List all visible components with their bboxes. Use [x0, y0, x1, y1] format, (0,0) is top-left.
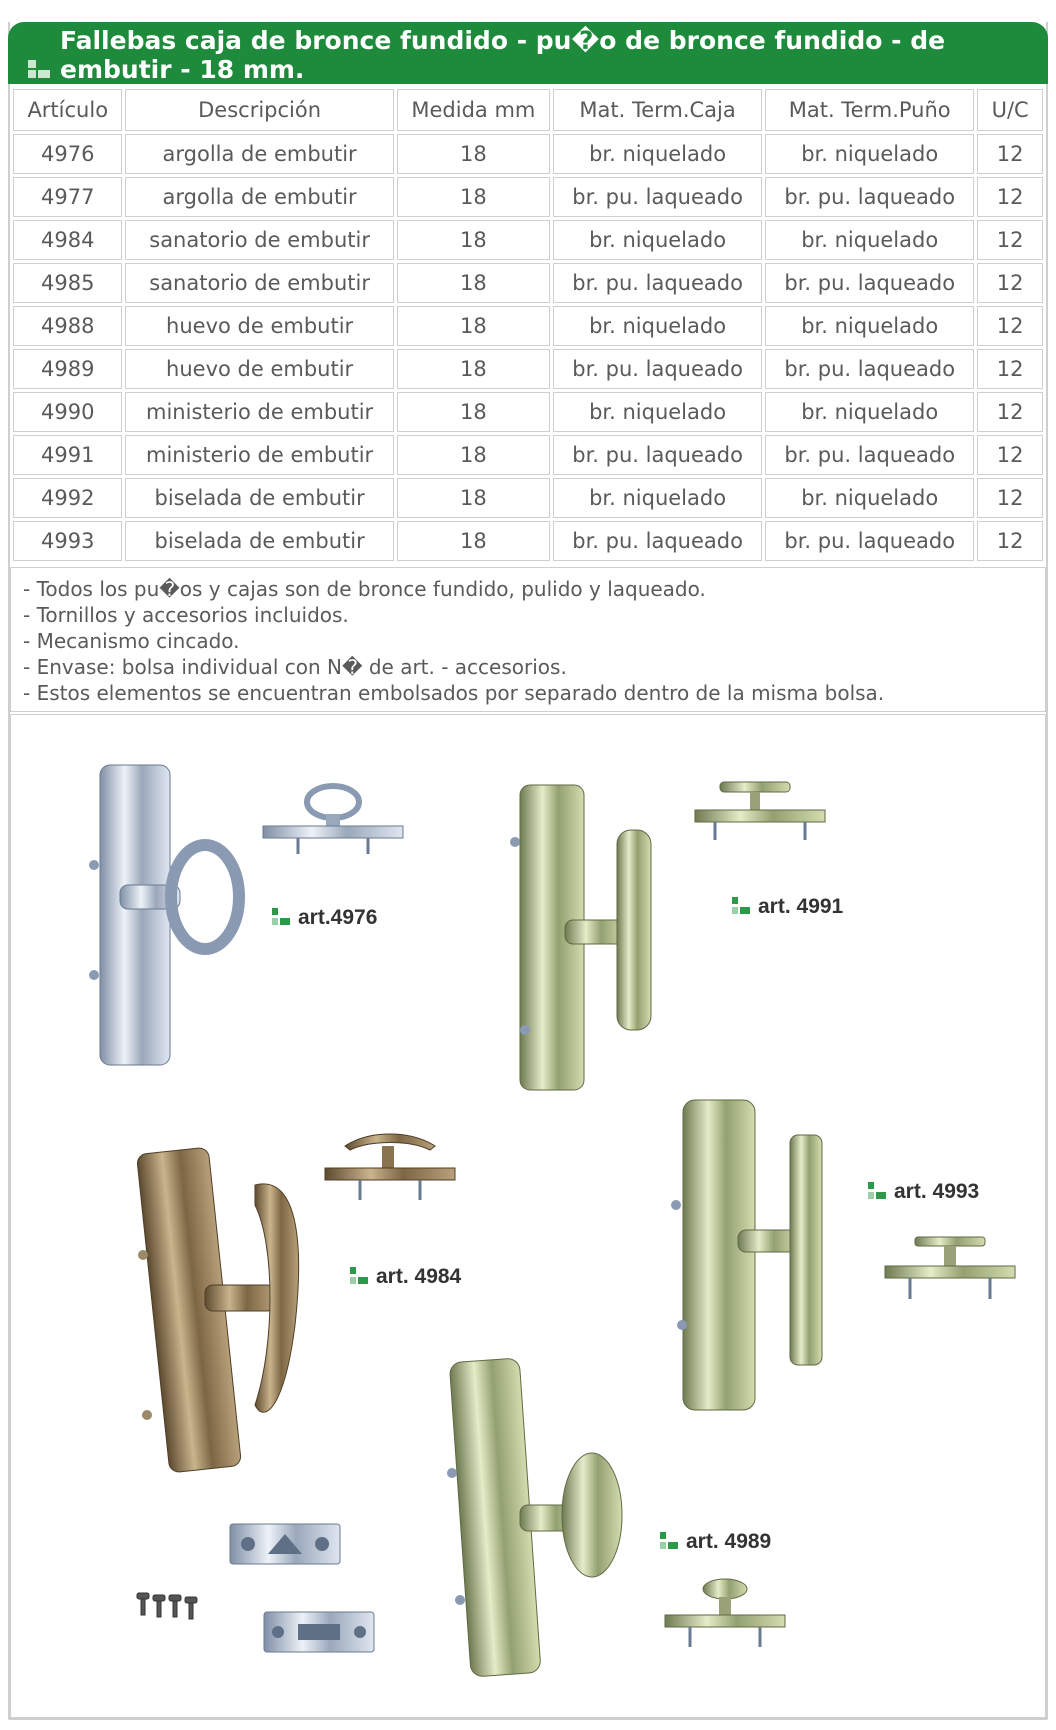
- bullet-squares-icon: [272, 908, 292, 926]
- note-line: - Estos elementos se encuentran embolsados por separado dentro de la misma bolsa.: [23, 681, 885, 705]
- cell-articulo: 4990: [13, 392, 122, 432]
- cell-mat-caja: br. niquelado: [553, 478, 762, 518]
- cell-mat-puno: br. pu. laqueado: [765, 349, 974, 389]
- cell-articulo: 4985: [13, 263, 122, 303]
- product-label-4993: art. 4993: [868, 1180, 979, 1204]
- cell-medida: 18: [397, 134, 550, 174]
- cell-descripcion: huevo de embutir: [125, 306, 393, 346]
- cell-descripcion: biselada de embutir: [125, 521, 393, 561]
- cell-descripcion: argolla de embutir: [125, 134, 393, 174]
- cell-medida: 18: [397, 306, 550, 346]
- latch-ring-chrome-side-image: [258, 780, 408, 860]
- col-header-descripcion: Descripción: [125, 89, 393, 131]
- col-header-mat-caja: Mat. Term.Caja: [553, 89, 762, 131]
- table-row: [13, 220, 1043, 260]
- cell-medida: 18: [397, 177, 550, 217]
- bullet-squares-icon: [660, 1532, 680, 1550]
- cell-uc: 12: [977, 435, 1043, 475]
- product-label-4984: art. 4984: [350, 1265, 461, 1289]
- bullet-squares-icon: [732, 897, 752, 915]
- latch-sanatorio-side-image: [320, 1130, 460, 1210]
- cell-mat-caja: br. niquelado: [553, 134, 762, 174]
- note-line: - Mecanismo cincado.: [23, 629, 240, 653]
- table-row: [13, 263, 1043, 303]
- col-header-uc: U/C: [977, 89, 1043, 131]
- strike-plate-image: [262, 1610, 377, 1655]
- cell-mat-caja: br. pu. laqueado: [553, 435, 762, 475]
- table-row: [13, 478, 1043, 518]
- cell-uc: 12: [977, 478, 1043, 518]
- cell-mat-caja: br. pu. laqueado: [553, 521, 762, 561]
- cell-medida: 18: [397, 392, 550, 432]
- cell-articulo: 4977: [13, 177, 122, 217]
- cell-mat-caja: br. pu. laqueado: [553, 263, 762, 303]
- table-row: [13, 435, 1043, 475]
- product-label-4976: art.4976: [272, 906, 377, 930]
- bullet-squares-icon: [350, 1267, 370, 1285]
- cell-articulo: 4989: [13, 349, 122, 389]
- product-label-4989: art. 4989: [660, 1530, 771, 1554]
- cell-descripcion: argolla de embutir: [125, 177, 393, 217]
- latch-biselada-side-image: [880, 1235, 1020, 1310]
- cell-uc: 12: [977, 134, 1043, 174]
- cell-mat-caja: br. pu. laqueado: [553, 349, 762, 389]
- latch-ministerio-image: [505, 780, 665, 1100]
- latch-ministerio-side-image: [690, 780, 830, 850]
- cell-mat-caja: br. niquelado: [553, 306, 762, 346]
- table-row: [13, 134, 1043, 174]
- latch-biselada-image: [668, 1095, 848, 1415]
- cell-descripcion: huevo de embutir: [125, 349, 393, 389]
- col-header-medida: Medida mm: [397, 89, 550, 131]
- cell-mat-caja: br. niquelado: [553, 220, 762, 260]
- page-title-bar: [8, 22, 1048, 84]
- strike-plate-image: [228, 1522, 343, 1567]
- latch-huevo-image: [440, 1355, 640, 1685]
- table-row: [13, 392, 1043, 432]
- cell-medida: 18: [397, 263, 550, 303]
- table-row: [13, 521, 1043, 561]
- cell-articulo: 4992: [13, 478, 122, 518]
- notes-box: [10, 567, 1046, 712]
- table-header-row: [13, 89, 1043, 131]
- cell-mat-puno: br. niquelado: [765, 134, 974, 174]
- cell-uc: 12: [977, 392, 1043, 432]
- col-header-articulo: Artículo: [13, 89, 122, 131]
- table-row: [13, 177, 1043, 217]
- note-line: - Tornillos y accesorios incluidos.: [23, 603, 349, 627]
- latch-ring-chrome-image: [80, 765, 250, 1085]
- cell-uc: 12: [977, 220, 1043, 260]
- cell-articulo: 4988: [13, 306, 122, 346]
- latch-huevo-side-image: [660, 1575, 790, 1655]
- cell-mat-puno: br. niquelado: [765, 478, 974, 518]
- cell-uc: 12: [977, 177, 1043, 217]
- cell-articulo: 4976: [13, 134, 122, 174]
- col-header-mat-puno: Mat. Term.Puño: [765, 89, 974, 131]
- cell-medida: 18: [397, 521, 550, 561]
- cell-mat-caja: br. pu. laqueado: [553, 177, 762, 217]
- bullet-squares-icon: [28, 60, 50, 78]
- cell-uc: 12: [977, 349, 1043, 389]
- cell-uc: 12: [977, 263, 1043, 303]
- cell-mat-puno: br. niquelado: [765, 306, 974, 346]
- product-label-4991: art. 4991: [732, 895, 843, 919]
- table-row: [13, 349, 1043, 389]
- cell-uc: 12: [977, 521, 1043, 561]
- cell-medida: 18: [397, 220, 550, 260]
- cell-descripcion: biselada de embutir: [125, 478, 393, 518]
- cell-articulo: 4984: [13, 220, 122, 260]
- cell-medida: 18: [397, 435, 550, 475]
- cell-articulo: 4991: [13, 435, 122, 475]
- cell-mat-puno: br. pu. laqueado: [765, 177, 974, 217]
- cell-mat-puno: br. niquelado: [765, 392, 974, 432]
- bullet-squares-icon: [868, 1182, 888, 1200]
- screws-image: [135, 1590, 205, 1626]
- cell-mat-puno: br. pu. laqueado: [765, 263, 974, 303]
- cell-descripcion: sanatorio de embutir: [125, 263, 393, 303]
- page-title: Fallebas caja de bronce fundido - pu�o de bronce fundido - de embutir - 18 mm.: [60, 26, 946, 84]
- cell-descripcion: ministerio de embutir: [125, 392, 393, 432]
- cell-mat-puno: br. pu. laqueado: [765, 521, 974, 561]
- note-line: - Envase: bolsa individual con N� de art. - accesorios.: [23, 655, 567, 679]
- latch-sanatorio-image: [135, 1145, 335, 1475]
- cell-uc: 12: [977, 306, 1043, 346]
- cell-articulo: 4993: [13, 521, 122, 561]
- cell-mat-caja: br. niquelado: [553, 392, 762, 432]
- cell-medida: 18: [397, 349, 550, 389]
- cell-mat-puno: br. niquelado: [765, 220, 974, 260]
- cell-descripcion: sanatorio de embutir: [125, 220, 393, 260]
- cell-descripcion: ministerio de embutir: [125, 435, 393, 475]
- note-line: - Todos los pu�os y cajas son de bronce fundido, pulido y laqueado.: [23, 577, 706, 601]
- table-row: [13, 306, 1043, 346]
- product-table: [10, 86, 1046, 564]
- cell-medida: 18: [397, 478, 550, 518]
- cell-mat-puno: br. pu. laqueado: [765, 435, 974, 475]
